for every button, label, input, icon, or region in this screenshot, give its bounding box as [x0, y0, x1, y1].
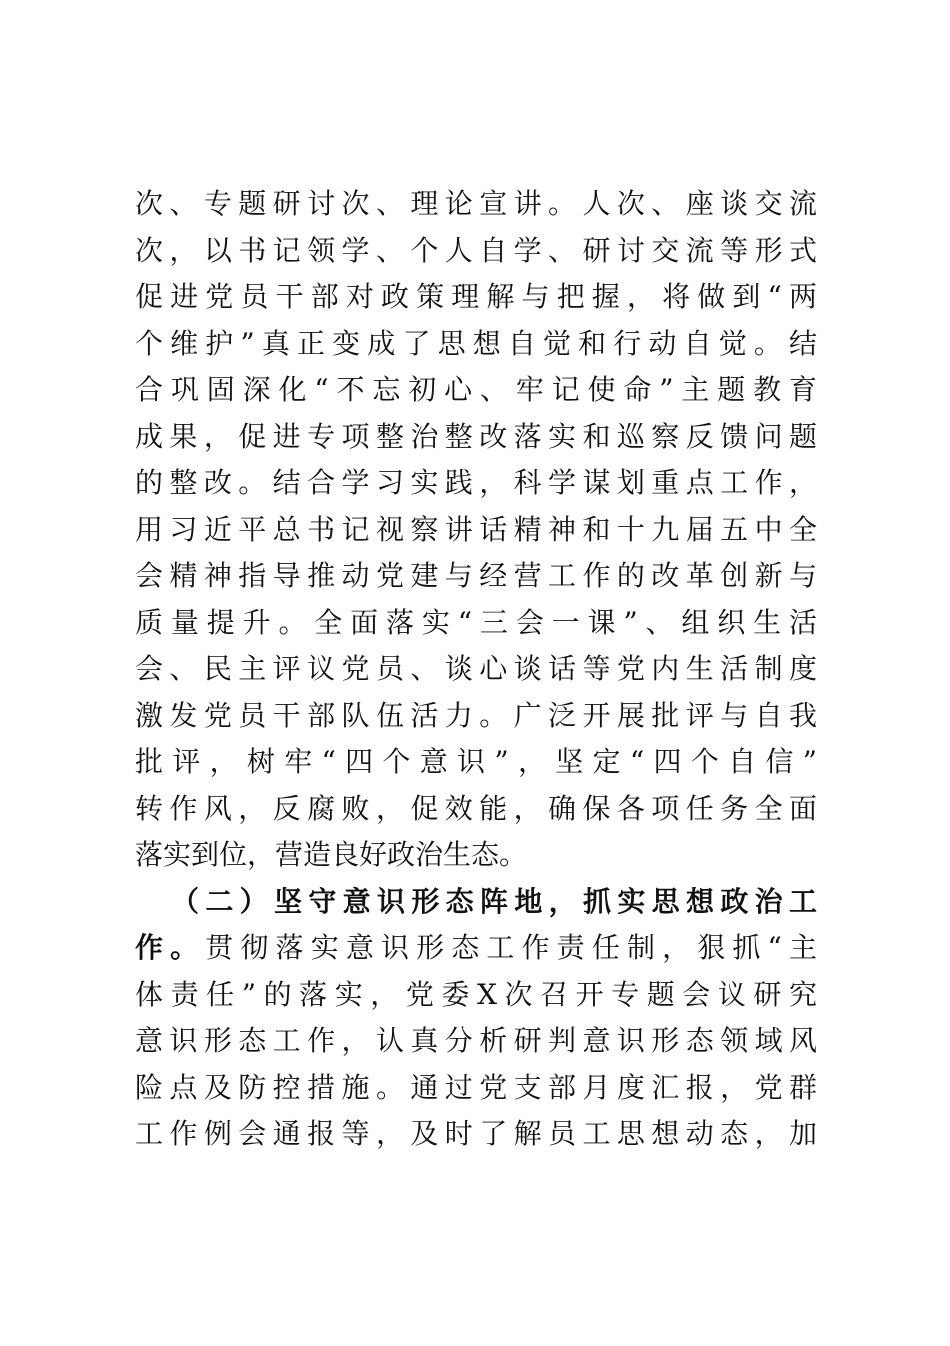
line-text: 的整改。结合学习实践，科学谋划重点工作，: [135, 466, 817, 499]
line-text: 意识形态工作，认真分析研判意识形态领域风: [135, 1024, 817, 1057]
text-line: [135, 321, 817, 368]
text-line: [135, 460, 817, 507]
line-text: 会精神指导推动党建与经营工作的改革创新与: [135, 559, 817, 592]
section-heading: （二）坚守意识形态阵地，抓实思想政治工: [171, 884, 817, 918]
text-line: [135, 181, 817, 228]
line-text: 险点及防控措施。通过党支部月度汇报，党群: [135, 1070, 817, 1104]
text-line: [135, 786, 817, 833]
line-text: 贯彻落实意识形态工作责任制，狠抓“主: [205, 931, 817, 964]
text-line: [135, 1111, 817, 1158]
line-text: 会、民主评议党员、谈心谈话等党内生活制度: [135, 652, 817, 685]
line-text: 体责任”的落实，党委X次召开专题会议研究: [135, 977, 817, 1011]
section-heading-end: 作。: [135, 931, 206, 964]
line-text: 个维护”真正变成了思想自觉和行动自觉。结: [135, 326, 817, 360]
line-text: 次、专题研讨次、理论宣讲。人次、座谈交流: [135, 187, 817, 220]
text-line: [135, 693, 817, 740]
text-line: [135, 1065, 817, 1112]
document-body: [135, 181, 817, 1158]
text-line: [135, 600, 817, 647]
line-text: 工作例会通报等，及时了解员工思想动态，加: [135, 1117, 817, 1150]
line-text: 用习近平总书记视察讲话精神和十九届五中全: [135, 512, 817, 546]
text-line: [135, 553, 817, 600]
line-text: 激发党员干部队伍活力。广泛开展批评与自我: [135, 698, 817, 732]
line-text: 转作风，反腐败，促效能，确保各项任务全面: [135, 791, 817, 825]
line-text: 质量提升。全面落实“三会一课”、组织生活: [135, 605, 817, 639]
text-line: [135, 972, 817, 1019]
section-heading-line: [135, 879, 817, 926]
text-line: [135, 832, 817, 879]
line-text: 次，以书记领学、个人自学、研讨交流等形式: [135, 233, 817, 267]
text-line: [135, 925, 817, 972]
line-text: 批评，树牢“四个意识”，坚定“四个自信”: [135, 745, 817, 778]
line-text: 落实到位，营造良好政治生态。: [135, 838, 528, 871]
text-line: [135, 507, 817, 554]
text-line: [135, 414, 817, 461]
line-text: 成果，促进专项整治整改落实和巡察反馈问题: [135, 419, 817, 453]
text-line: [135, 367, 817, 414]
text-line: [135, 1018, 817, 1065]
line-text: 合巩固深化“不忘初心、牢记使命”主题教育: [135, 373, 817, 406]
text-line: [135, 739, 817, 786]
text-line: [135, 646, 817, 693]
text-line: [135, 228, 817, 275]
line-text: 促进党员干部对政策理解与把握，将做到“两: [135, 280, 817, 313]
text-line: [135, 274, 817, 321]
